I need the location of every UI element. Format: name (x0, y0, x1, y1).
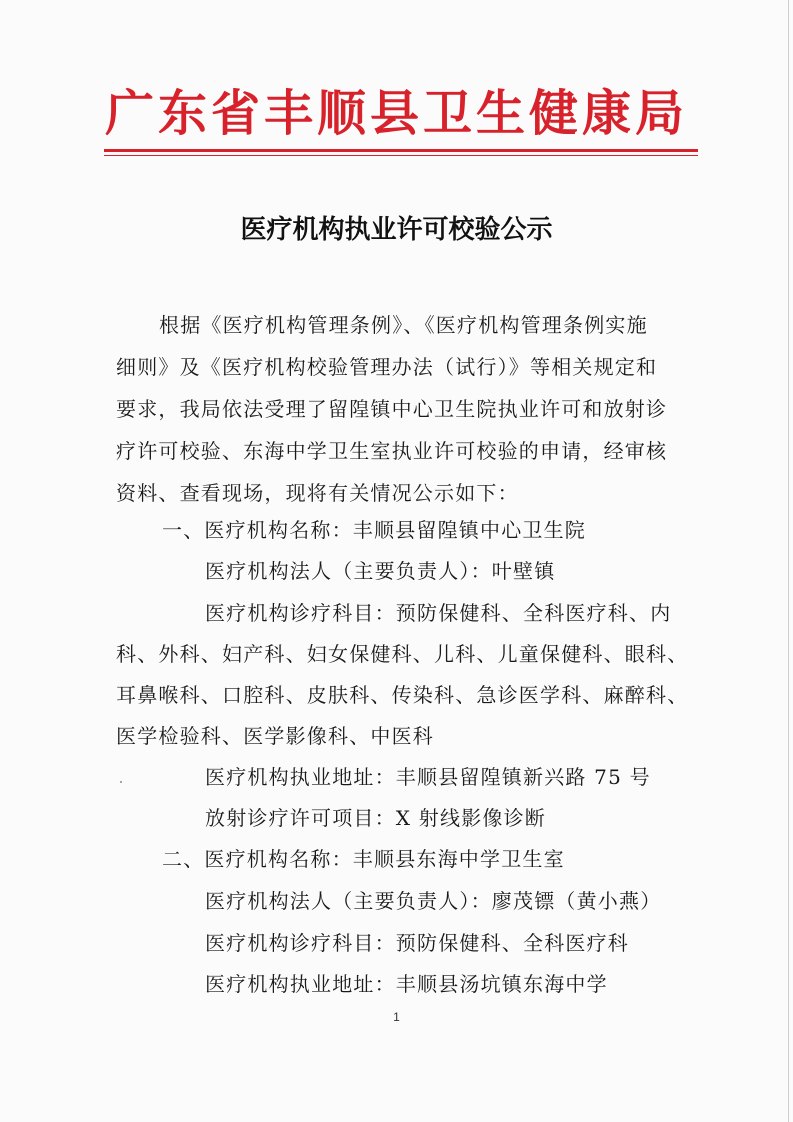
section-one-departments-2: 科、外科、妇产科、妇女保健科、儿科、儿童保健科、眼科、 (116, 642, 689, 666)
body-line-5: 资料、查看现场，现将有关情况公示如下： (116, 481, 519, 505)
body-line-1: 根据《医疗机构管理条例》、《医疗机构管理条例实施 (159, 313, 648, 337)
scan-edge-line (788, 0, 789, 1122)
section-two-name: 二、医疗机构名称：丰顺县东海中学卫生室 (162, 847, 565, 871)
section-one-address: 医疗机构执业地址：丰顺县留隍镇新兴路 75 号 (205, 765, 651, 789)
letterhead-rule-thin (104, 155, 698, 156)
letterhead-org-name: 广东省丰顺县卫生健康局 (104, 84, 688, 142)
section-one-radiation-permit: 放射诊疗许可项目：X 射线影像诊断 (205, 806, 546, 830)
body-line-3: 要求，我局依法受理了留隍镇中心卫生院执业许可和放射诊 (116, 397, 668, 421)
section-two-legal-rep: 医疗机构法人（主要负责人）：廖茂镖（黄小燕） (205, 889, 662, 913)
page-number: 1 (393, 1010, 400, 1024)
body-line-2: 细则》及《医疗机构校验管理办法（试行）》等相关规定和 (116, 355, 658, 379)
section-two-address: 医疗机构执业地址：丰顺县汤坑镇东海中学 (205, 972, 608, 996)
section-one-departments: 医疗机构诊疗科目：预防保健科、全科医疗科、内 (205, 601, 672, 625)
document-title: 医疗机构执业许可校验公示 (240, 215, 553, 245)
section-one-legal-rep: 医疗机构法人（主要负责人）：叶壁镇 (205, 559, 556, 583)
body-line-4: 疗许可校验、东海中学卫生室执业许可校验的申请，经审核 (116, 439, 668, 463)
scan-speck (120, 781, 122, 783)
letterhead-rule-thick (104, 149, 698, 152)
section-one-name: 一、医疗机构名称：丰顺县留隍镇中心卫生院 (162, 518, 586, 542)
section-two-departments: 医疗机构诊疗科目：预防保健科、全科医疗科 (205, 931, 629, 955)
section-one-departments-3: 耳鼻喉科、口腔科、皮肤科、传染科、急诊医学科、麻醉科、 (116, 683, 689, 707)
section-one-departments-4: 医学检验科、医学影像科、中医科 (116, 724, 434, 748)
